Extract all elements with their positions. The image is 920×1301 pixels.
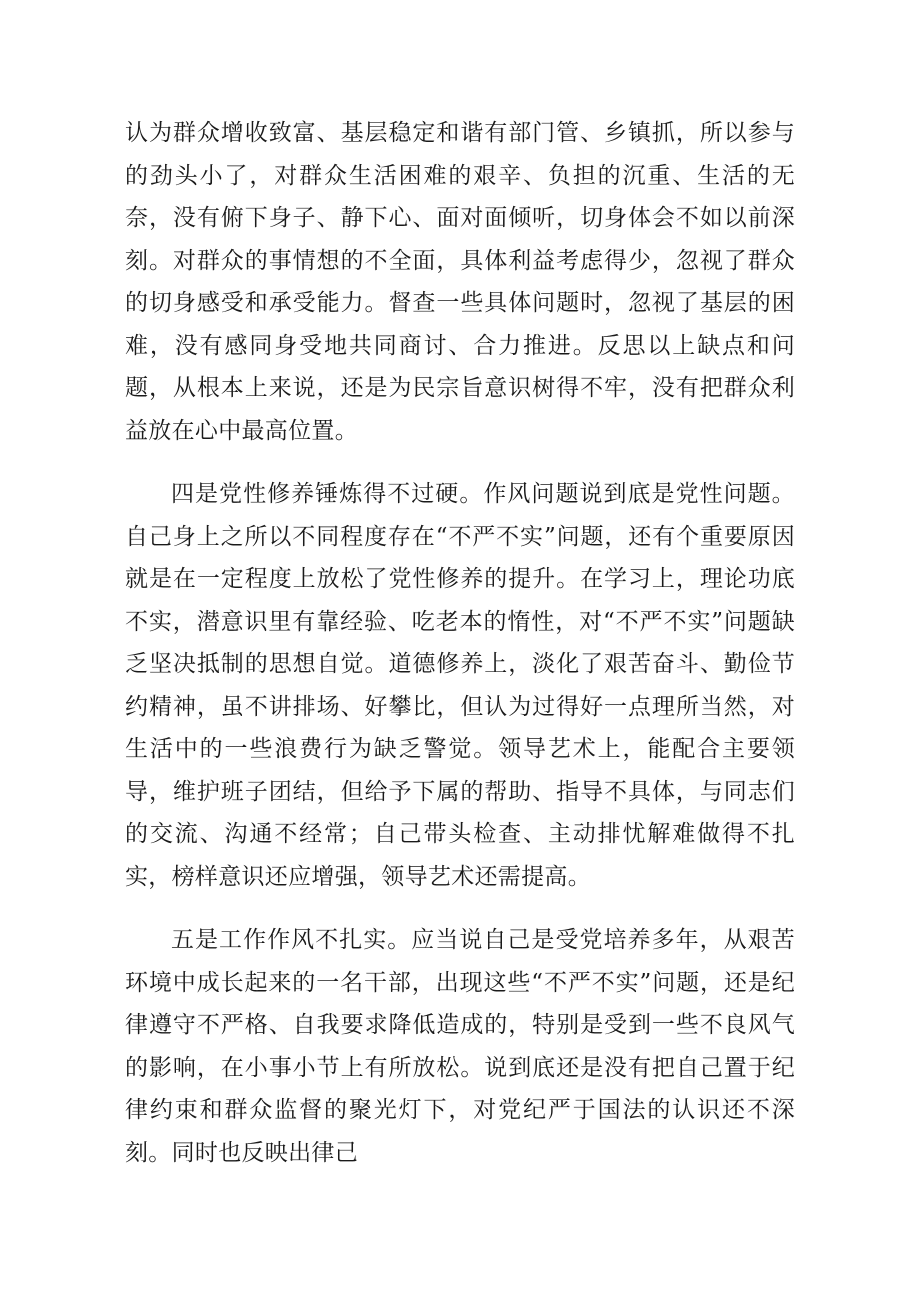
document-body	[125, 112, 795, 1174]
paragraph-gap	[125, 452, 795, 473]
paragraph-work-style: 五是工作作风不扎实。应当说自己是受党培养多年，从艰苦环境中成长起来的一名干部，出现这些“不严不实”问题，还是纪律遵守不严格、自我要求降低造成的，特别是受到一些不良风气的影响，在小事小节上有所放松。说到底还是没有把自己置于纪律约束和群众监督的聚光灯下，对党纪严于国法的认识还不深刻。同时也反映出律己	[125, 927, 795, 1166]
paragraph-continuation: 认为群众增收致富、基层稳定和谐有部门管、乡镇抓，所以参与的劲头小了，对群众生活困难的艰辛、负担的沉重、生活的无奈，没有俯下身子、静下心、面对面倾听，切身体会不如以前深刻。对群众的事情想的不全面，具体利益考虑得少，忽视了群众的切身感受和承受能力。督查一些具体问题时，忽视了基层的困难，没有感同身受地共同商讨、合力推进。反思以上缺点和问题，从根本上来说，还是为民宗旨意识树得不牢，没有把群众利益放在心中最高位置。	[125, 120, 795, 444]
paragraph-gap	[125, 898, 795, 919]
paragraph-party-spirit: 四是党性修养锤炼得不过硬。作风问题说到底是党性问题。自己身上之所以不同程度存在“不严不实”问题，还有个重要原因就是在一定程度上放松了党性修养的提升。在学习上，理论功底不实，潜意识里有靠经验、吃老本的惰性，对“不严不实”问题缺乏坚决抵制的思想自觉。道德修养上，淡化了艰苦奋斗、勤俭节约精神，虽不讲排场、好攀比，但认为过得好一点理所当然，对生活中的一些浪费行为缺乏警觉。领导艺术上，能配合主要领导，维护班子团结，但给予下属的帮助、指导不具体，与同志们的交流、沟通不经常；自己带头检查、主动排忧解难做得不扎实，榜样意识还应增强，领导艺术还需提高。	[125, 481, 795, 890]
